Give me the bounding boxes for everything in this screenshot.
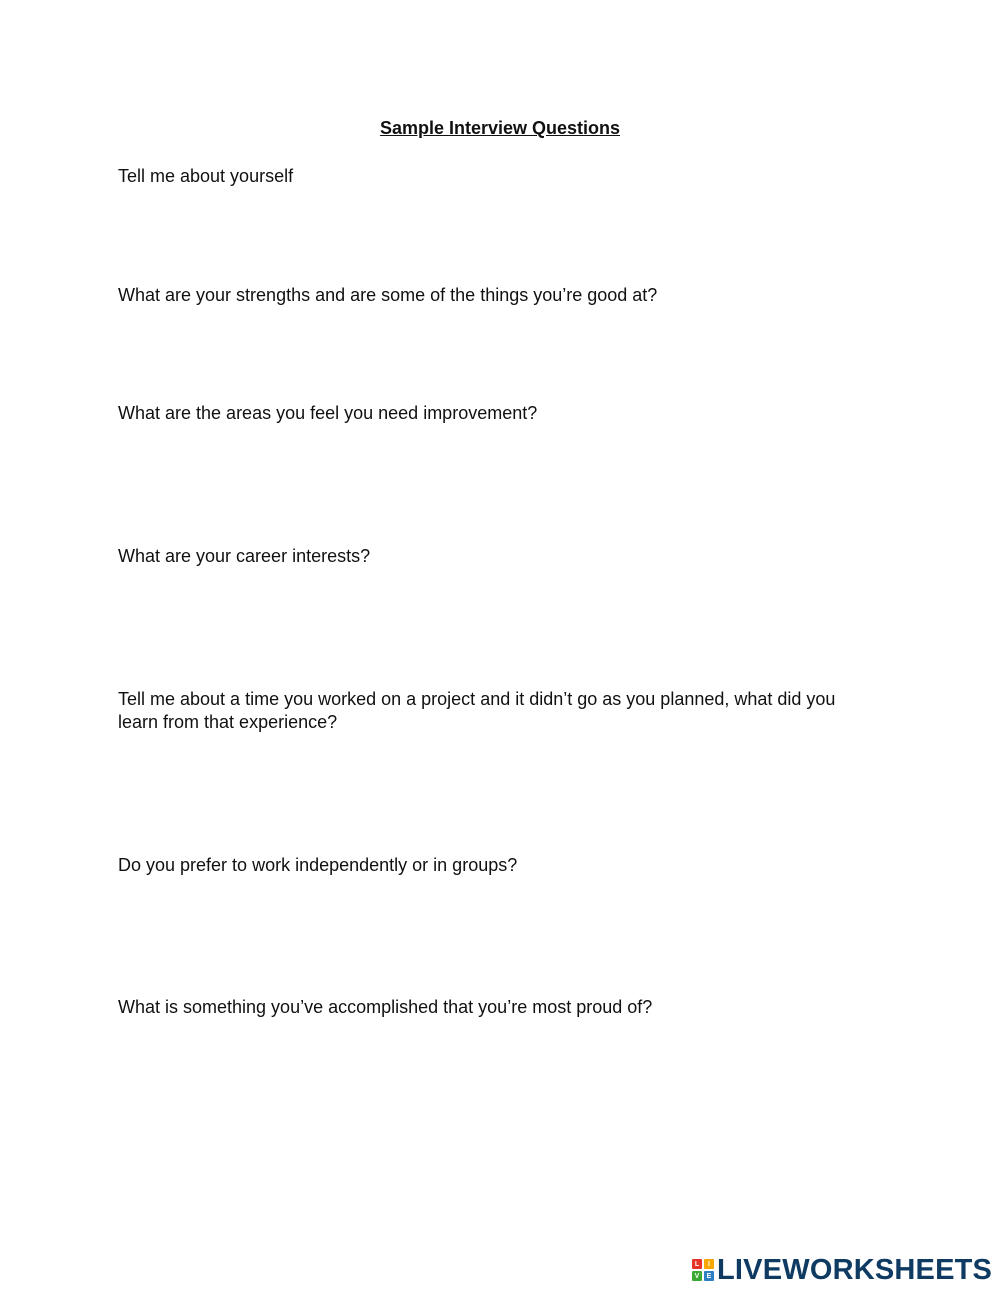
question-2: What are your strengths and are some of the things you’re good at? <box>118 285 658 305</box>
page-title: Sample Interview Questions <box>379 118 621 138</box>
liveworksheets-logo[interactable] <box>692 1254 992 1286</box>
logo-tile-l: L <box>692 1259 702 1269</box>
question-7: What is something you’ve accomplished that you’re most proud of? <box>118 997 653 1017</box>
question-5: Tell me about a time you worked on a project and it didn’t go as you planned, what did you learn from that experience? <box>118 689 836 732</box>
liveworksheets-logo-icon <box>692 1259 714 1281</box>
logo-tile-i: I <box>704 1259 714 1269</box>
logo-tile-v: V <box>692 1271 702 1281</box>
liveworksheets-wordmark: LIVEWORKSHEETS <box>717 1254 993 1286</box>
question-3: What are the areas you feel you need improvement? <box>118 403 538 423</box>
question-4: What are your career interests? <box>118 546 371 566</box>
question-6: Do you prefer to work independently or in groups? <box>118 855 518 875</box>
question-1: Tell me about yourself <box>118 166 294 186</box>
logo-tile-e: E <box>704 1271 714 1281</box>
